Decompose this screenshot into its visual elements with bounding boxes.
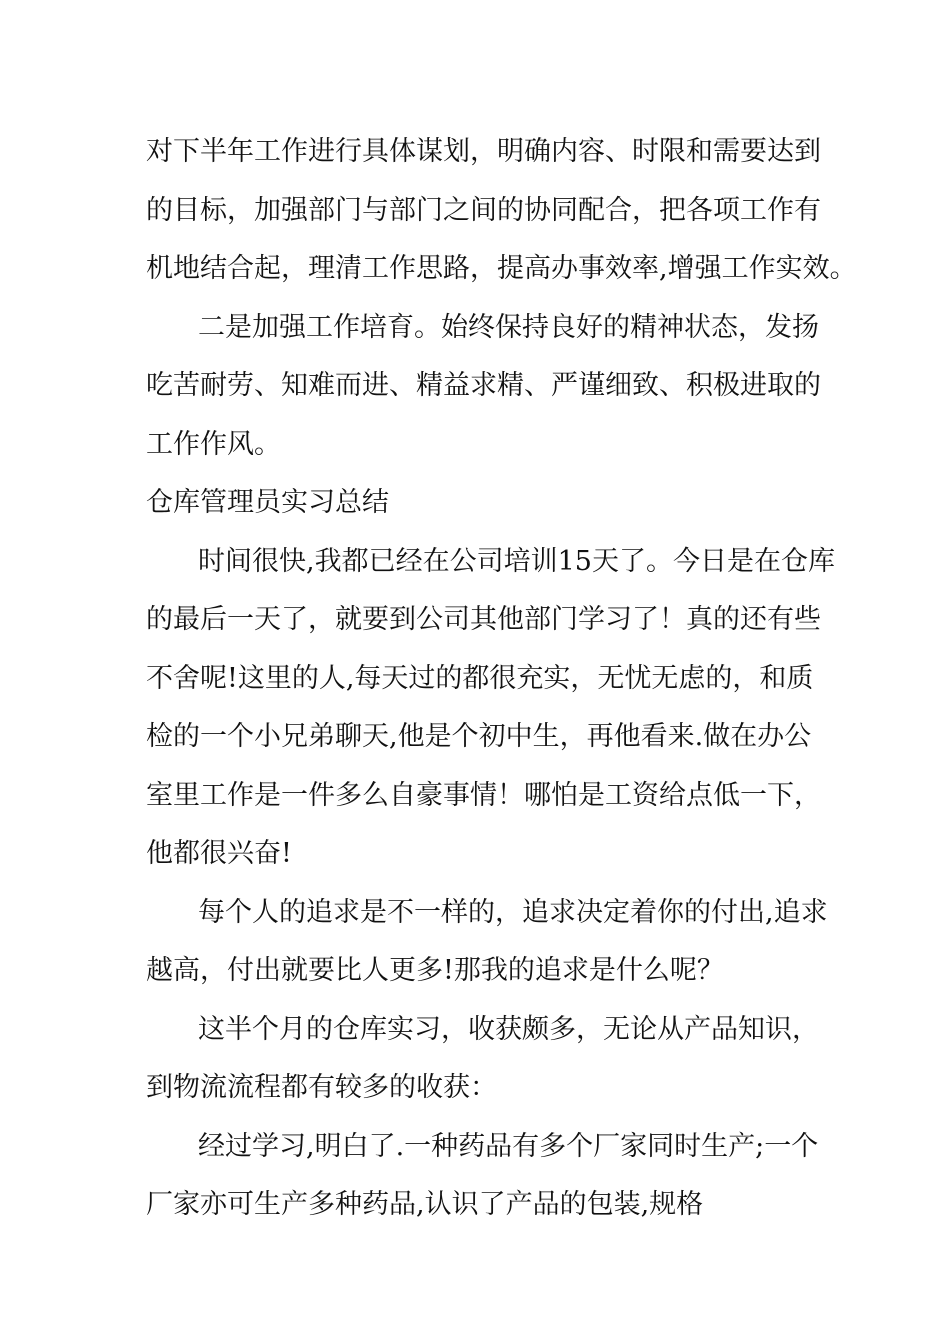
text-line: 室里工作是一件多么自豪事情！哪怕是工资给点低一下， (146, 779, 821, 811)
text-line: 厂家亦可生产多种药品,认识了产品的包装,规格 (146, 1189, 704, 1220)
section-heading: 仓库管理员实习总结 (146, 487, 389, 518)
text-line: 对下半年工作进行具体谋划，明确内容、时限和需要达到 (146, 136, 821, 167)
text-line: 吃苦耐劳、知难而进、精益求精、严谨细致、积极进取的 (146, 370, 821, 401)
text-line: 机地结合起，理清工作思路，提高办事效率,增强工作实效。 (146, 253, 857, 284)
text-line: 每个人的追求是不一样的，追求决定着你的付出,追求 (198, 896, 828, 928)
text-line: 时间很快,我都已经在公司培训15天了。今日是在仓库 (198, 545, 835, 577)
text-line: 工作作风。 (146, 428, 281, 460)
text-line: 的目标，加强部门与部门之间的协同配合，把各项工作有 (146, 194, 821, 226)
text-line: 越高，付出就要比人更多!那我的追求是什么呢？ (146, 955, 724, 986)
text-line: 到物流流程都有较多的收获： (146, 1072, 497, 1103)
text-line: 他都很兴奋! (146, 838, 292, 869)
text-line: 不舍呢!这里的人,每天过的都很充实，无忧无虑的，和质 (146, 662, 814, 694)
text-line: 二是加强工作培育。始终保持良好的精神状态，发扬 (198, 311, 819, 343)
document-body (146, 123, 857, 1235)
text-line: 这半个月的仓库实习，收获颇多，无论从产品知识， (198, 1013, 819, 1045)
text-line: 检的一个小兄弟聊天,他是个初中生，再他看来.做在办公 (146, 721, 812, 752)
text-line: 经过学习,明白了.一种药品有多个厂家同时生产;一个 (198, 1130, 819, 1162)
text-line: 的最后一天了，就要到公司其他部门学习了！真的还有些 (146, 604, 821, 635)
